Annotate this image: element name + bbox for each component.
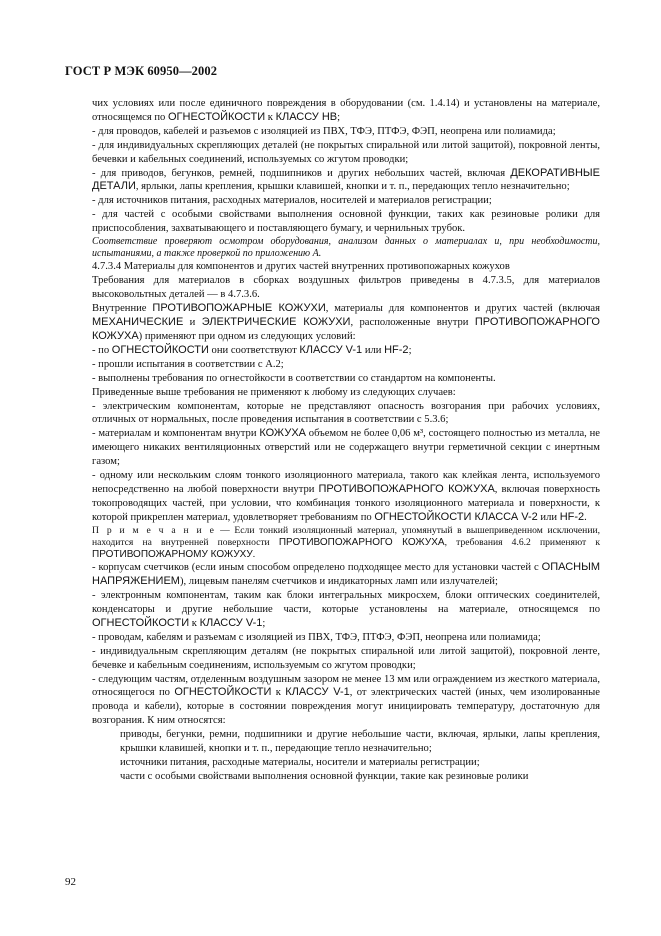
text-run: источники питания, расходные материалы, носители и материалы регистрации; <box>120 756 480 768</box>
paragraph <box>92 469 600 525</box>
paragraph <box>92 302 600 344</box>
text-run: . <box>252 549 256 561</box>
defined-term: МЕХАНИЧЕСКИЕ <box>92 316 184 329</box>
text-run: , включая поверхность токопроводящих частей, при условии, что комбинация тонкого изоляционного материала и поверхности, к которой прикреплен материал, удовлетворяет требованиям по <box>92 483 600 523</box>
text-run: - для частей с особыми свойствами выполнения основной функции, таких как резиновые ролики для приспособления, захватывающего и поставляющего бумагу, и чернильных трубок. <box>92 209 600 235</box>
text-run: , материалы для компонентов и других частей (включая <box>325 303 600 315</box>
sub-list-item <box>120 756 600 770</box>
paragraph <box>92 260 600 274</box>
note-paragraph <box>92 525 600 562</box>
sub-list-item <box>120 770 600 784</box>
paragraph <box>92 645 600 673</box>
text-run: , от электрических частей (иных, чем изолированные провода и кабели), которые в состоянии повреждения могут инициировать температуру, достаточную для возгорания. К ним относятся: <box>92 687 600 727</box>
paragraph <box>92 139 600 167</box>
paragraph <box>92 274 600 302</box>
paragraph <box>92 427 600 469</box>
paragraph <box>92 344 600 358</box>
defined-term: ОПАСНЫМ НАПРЯЖЕНИЕМ <box>92 561 600 588</box>
text-run: - корпусам счетчиков (если иным способом определено подходящее место для установки частей с <box>92 562 542 574</box>
defined-term: ПРОТИВОПОЖАРНОГО КОЖУХА <box>318 482 495 495</box>
paragraph <box>92 386 600 400</box>
text-run: они соответствуют <box>208 344 300 356</box>
paragraph <box>92 194 600 208</box>
paragraph <box>92 97 600 125</box>
sub-list <box>92 728 600 784</box>
text-run: или <box>362 344 385 356</box>
defined-term: КЛАССУ V-1 <box>299 343 363 356</box>
text-run: , расположенные внутри <box>350 317 475 329</box>
defined-term: HF-2 <box>559 510 585 523</box>
defined-term: КЛАССУ V-1 <box>199 616 263 629</box>
paragraph <box>92 358 600 372</box>
defined-term: ОГНЕСТОЙКОСТИ КЛАССА V-2 <box>374 510 538 523</box>
defined-term: ПРОТИВОПОЖАРНЫЕ КОЖУХИ <box>152 302 326 315</box>
defined-term: ЭЛЕКТРИЧЕСКИЕ КОЖУХИ <box>201 316 351 329</box>
paragraph <box>92 167 600 195</box>
defined-term: ОГНЕСТОЙКОСТИ <box>174 686 272 699</box>
text-run: к <box>265 111 276 123</box>
compliance-note <box>92 236 600 260</box>
text-run: - для приводов, бегунков, ремней, подшипников и других небольших частей, включая <box>92 167 511 179</box>
text-run: - проводам, кабелям и разъемам с изоляцией из ПВХ, ТФЭ, ПТФЭ, ФЭП, неопрена или полиамида; <box>92 631 541 643</box>
text-run: ; <box>337 111 341 123</box>
text-run: Приведенные выше требования не применяют к любому из следующих случаев: <box>92 386 456 398</box>
text-run: , ярлыки, лапы крепления, крышки клавишей, кнопки и т. п., передающих тепло незначительно; <box>135 181 570 193</box>
page-number: 92 <box>65 876 76 888</box>
paragraph <box>92 589 600 631</box>
text-run: - одному или нескольким слоям тонкого изоляционного материала, такого как клейкая лента, используемого непосредственно на любой поверхности внутри <box>92 470 600 495</box>
text-run: , требования 4.6.2 применяют к <box>444 536 600 548</box>
text-run: и <box>183 317 202 329</box>
defined-term: ОГНЕСТОЙКОСТИ <box>168 110 266 123</box>
text-run: к <box>189 617 200 629</box>
text-run: - для проводов, кабелей и разъемов с изоляцией из ПВХ, ТФЭ, ПТФЭ, ФЭП, неопрена или полиамида; <box>92 125 556 137</box>
paragraph <box>92 561 600 589</box>
text-run: приводы, бегунки, ремни, подшипники и другие небольшие части, включая, ярлыки, лапы крепления, крышки клавишей, кнопки и т. п., передающие тепло незначительно; <box>120 729 600 755</box>
text-run: 4.7.3.4 Материалы для компонентов и других частей внутренних противопожарных кожухов <box>92 261 510 273</box>
text-run: - прошли испытания в соответствии с А.2; <box>92 358 284 370</box>
paragraph <box>92 372 600 386</box>
defined-term: КОЖУХА <box>259 427 306 440</box>
note-label: П р и м е ч а н и е <box>92 524 216 536</box>
text-run: к <box>271 687 286 699</box>
text-run: - по <box>92 344 112 356</box>
text-run: - материалам и компонентам внутри <box>92 428 260 440</box>
text-run: ; <box>408 344 412 356</box>
text-run: - следующим частям, отделенным воздушным зазором не менее 13 мм или ограждением из жесткого материала, относящегося по <box>92 673 600 699</box>
paragraph <box>92 125 600 139</box>
document-header: ГОСТ Р МЭК 60950—2002 <box>65 64 218 78</box>
paragraph <box>92 673 600 729</box>
text-run: чих условиях или после единичного повреждения в оборудовании (см. 1.4.14) и установлены на материале, относящемся по <box>92 98 600 123</box>
text-run: ; <box>262 617 266 629</box>
defined-term: КЛАССУ V-1 <box>285 686 350 699</box>
defined-term: КЛАССУ HB <box>275 110 338 123</box>
text-run: или <box>537 511 560 523</box>
text-run: Требования для материалов в сборках воздушных фильтров приведены в 4.7.3.5, для материалов высоковольтных деталей — в 4.7.3.6. <box>92 275 600 301</box>
text-run: Внутренние <box>92 303 153 315</box>
defined-term: HF-2 <box>384 343 409 356</box>
text-run: - электронным компонентам, таким как блоки интегральных микросхем, блоки оптических соединителей, конденсаторы и другие небольшие части, которые установлены на материале, относящемся по <box>92 590 600 616</box>
paragraph <box>92 400 600 428</box>
defined-term: ПРОТИВОПОЖАРНОМУ КОЖУХУ <box>92 549 253 561</box>
text-run: - для индивидуальных скрепляющих деталей (не покрытых спиральной или литой защитой), покровной ленты, бечевки и кабельных соединений, используемых со жгутом проводки; <box>92 139 600 165</box>
paragraph <box>92 631 600 645</box>
text-run: - индивидуальным скрепляющим деталям (не покрытых спиральной или литой защитой), покровной ленте, бечевке и кабельным соединениям, используемым со жгутом проводки; <box>92 645 600 671</box>
document-body <box>92 97 600 784</box>
text-run: — Если тонкий изоляционный материал, упомянутый в вышеприведенном исключении, находится на внутренней поверхности <box>92 524 600 548</box>
text-run: части с особыми свойствами выполнения основной функции, такие как резиновые ролики <box>120 770 529 782</box>
text-run: - для источников питания, расходных материалов, носителей и материалов регистрации; <box>92 195 492 207</box>
text-run: . <box>584 511 587 523</box>
text-run: ) применяют при одном из следующих условий: <box>138 331 356 342</box>
defined-term: ПРОТИВОПОЖАРНОГО КОЖУХА <box>92 316 600 342</box>
text-run: - выполнены требования по огнестойкости в соответствии со стандартом на компоненты. <box>92 372 496 384</box>
sub-list-item <box>120 728 600 756</box>
text-run: - электрическим компонентам, которые не представляют опасность возгорания при рабочих условиях, отличных от нормальных, после проведения испытания в соответствии с 5.3.6; <box>92 400 600 426</box>
defined-term: ОГНЕСТОЙКОСТИ <box>111 343 209 356</box>
text-run: объемом не более 0,06 м³, состоящего полностью из металла, не имеющего никаких вентиляционных отверстий или не содержащего внутри герметичной секции с инертным газом; <box>92 428 600 468</box>
defined-term: ОГНЕСТОЙКОСТИ <box>92 616 190 629</box>
text-run: Соответствие проверяют осмотром оборудования, анализом данных о материалах и, при необходимости, испытаниями, а также проверкой по приложению А. <box>92 236 600 260</box>
text-run: ), лицевым панелям счетчиков и индикаторных ламп или излучателей; <box>179 576 498 588</box>
defined-term: ДЕКОРАТИВНЫЕ ДЕТАЛИ <box>92 166 600 193</box>
defined-term: ПРОТИВОПОЖАРНОГО КОЖУХА <box>278 536 445 548</box>
paragraph <box>92 208 600 236</box>
